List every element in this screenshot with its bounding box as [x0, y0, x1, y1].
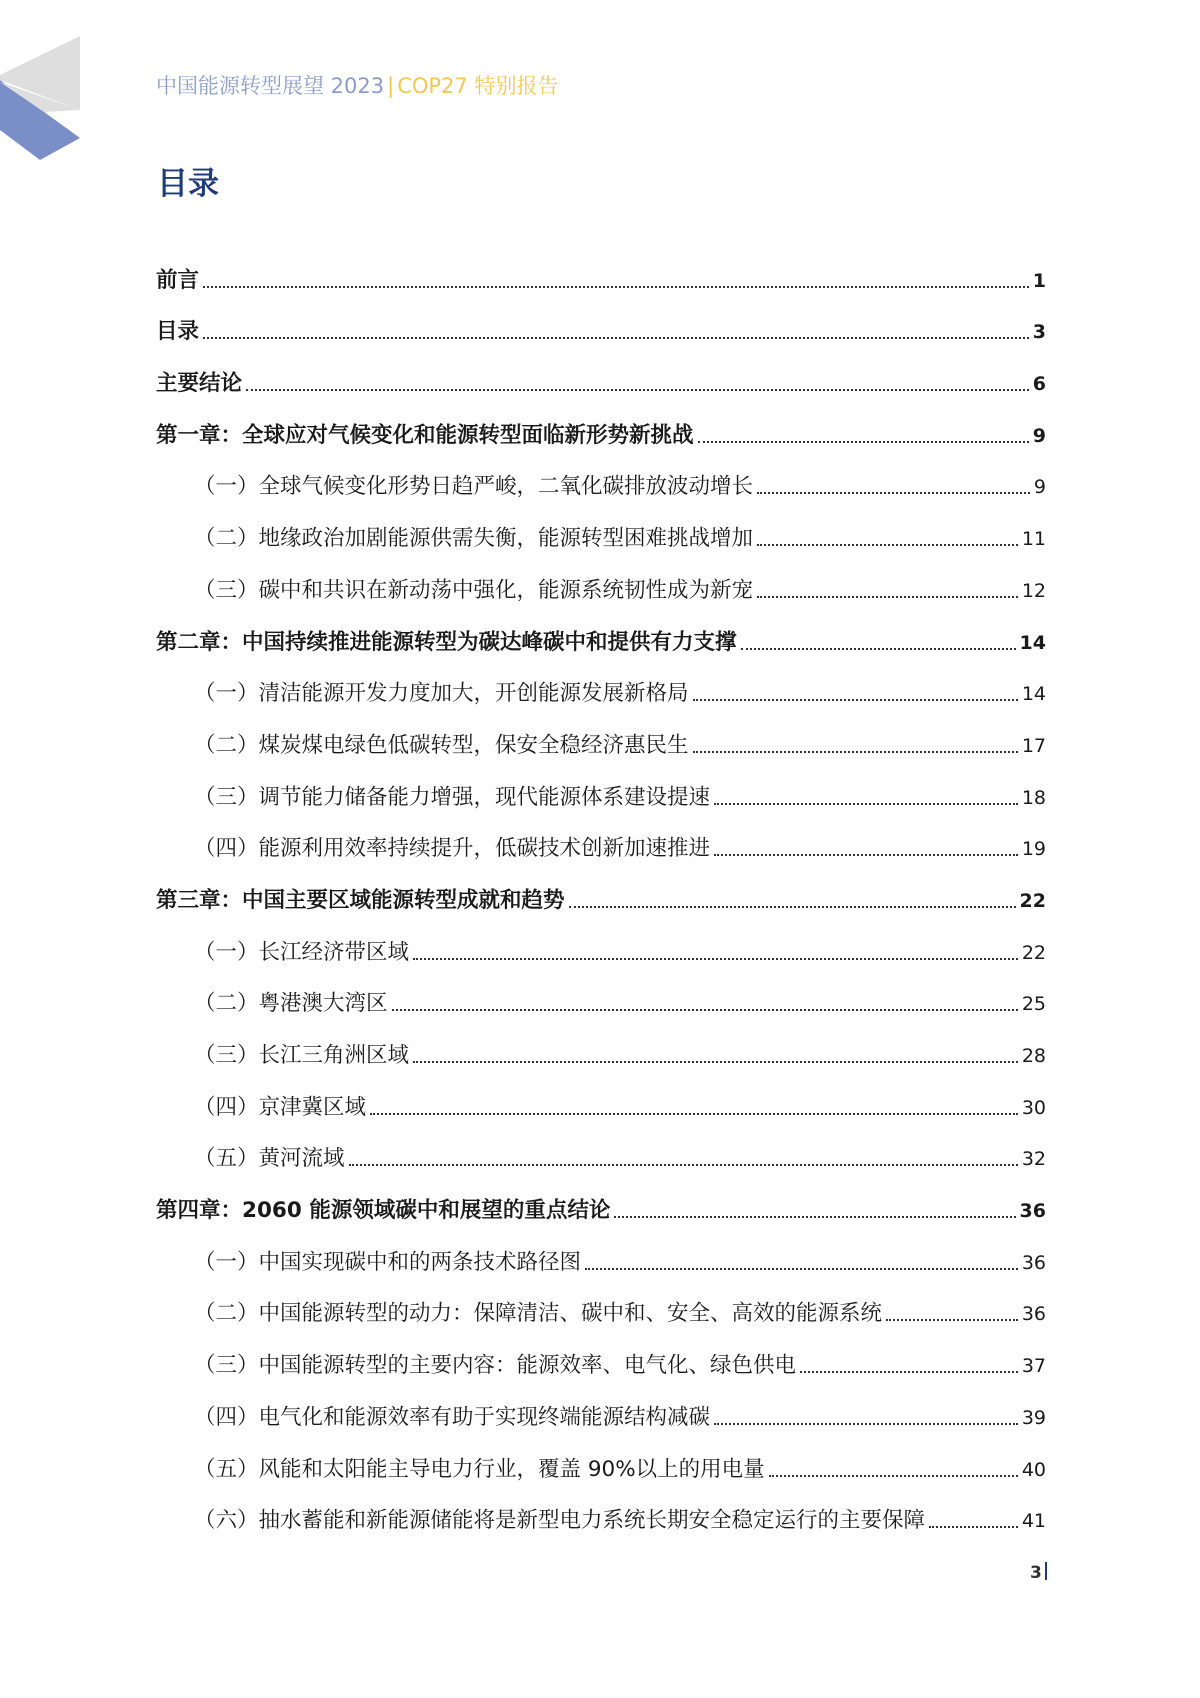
toc-chapter-entry[interactable] [156, 296, 1046, 348]
dot-leader [246, 389, 1029, 391]
toc-entry-page[interactable]: 6 [1032, 373, 1046, 396]
toc-entry-page[interactable]: 22 [1021, 941, 1046, 964]
dot-leader [741, 648, 1016, 650]
toc-entry-page[interactable]: 28 [1021, 1045, 1046, 1067]
page-number-text: 3 [1030, 1563, 1042, 1583]
toc-entry-page[interactable]: 9 [1033, 476, 1046, 499]
toc-entry-title[interactable]: （一）全球气候变化形势日趋严峻，二氧化碳排放波动增长 [194, 474, 754, 500]
toc-chapter-entry[interactable] [156, 606, 1046, 658]
toc-entry-page[interactable]: 17 [1021, 734, 1046, 757]
toc-section-entry[interactable] [156, 502, 1046, 554]
dot-leader [698, 441, 1029, 443]
toc-entry-page[interactable]: 11 [1021, 528, 1046, 551]
dot-leader [757, 492, 1030, 494]
toc-entry-title[interactable]: （三）长江三角洲区域 [194, 1043, 410, 1068]
toc-section-entry[interactable] [156, 1019, 1046, 1071]
dot-leader [614, 1216, 1015, 1218]
report-subtitle: COP27 特别报告 [397, 74, 559, 98]
dot-leader [929, 1526, 1018, 1528]
page-number-bar [1045, 1562, 1047, 1580]
page-number [1030, 1562, 1047, 1583]
toc-entry-page[interactable]: 36 [1021, 1251, 1046, 1274]
toc-entry-title[interactable]: （五）风能和太阳能主导电力行业，覆盖 90%以上的用电量 [194, 1456, 765, 1482]
toc-entry-page[interactable]: 22 [1019, 889, 1046, 912]
toc-section-entry[interactable] [156, 1485, 1046, 1537]
toc-entry-title[interactable]: （四）能源利用效率持续提升，低碳技术创新加速推进 [194, 836, 711, 862]
dot-leader [349, 1164, 1018, 1166]
toc-section-entry[interactable] [156, 554, 1046, 606]
toc-section-entry[interactable] [156, 1123, 1046, 1175]
dot-leader [757, 596, 1018, 598]
toc-entry-title[interactable]: （二）中国能源转型的动力：保障清洁、碳中和、安全、高效的能源系统 [194, 1301, 883, 1327]
toc-entry-page[interactable]: 36 [1019, 1200, 1046, 1223]
toc-entry-title[interactable]: （三）碳中和共识在新动荡中强化，能源系统韧性成为新宠 [194, 577, 754, 603]
toc-section-entry[interactable] [156, 658, 1046, 710]
header-separator: | [387, 74, 395, 98]
toc-entry-title[interactable]: 前言 [156, 267, 200, 293]
toc-entry-title[interactable]: （一）清洁能源开发力度加大，开创能源发展新格局 [194, 681, 689, 707]
toc-section-entry[interactable] [156, 761, 1046, 813]
toc-entry-page[interactable]: 40 [1021, 1458, 1046, 1481]
dot-leader [203, 337, 1029, 339]
toc-section-entry[interactable] [156, 1433, 1046, 1485]
dot-leader [370, 1113, 1018, 1115]
toc-entry-title[interactable]: 第二章：中国持续推进能源转型为碳达峰碳中和提供有力支撑 [156, 629, 737, 655]
toc-entry-page[interactable]: 37 [1021, 1355, 1046, 1378]
toc-entry-title[interactable]: 第四章：2060 能源领域碳中和展望的重点结论 [156, 1198, 611, 1224]
toc-entry-page[interactable]: 39 [1021, 1406, 1046, 1429]
dot-leader [714, 1423, 1018, 1425]
toc-chapter-entry[interactable] [156, 244, 1046, 296]
dot-leader [800, 1371, 1018, 1373]
running-header [156, 70, 558, 100]
toc-section-entry[interactable] [156, 1278, 1046, 1330]
toc-section-entry[interactable] [156, 1071, 1046, 1123]
toc-entry-title[interactable]: （三）中国能源转型的主要内容：能源效率、电气化、绿色供电 [194, 1353, 797, 1379]
toc-entry-title[interactable]: （二）煤炭煤电绿色低碳转型，保安全稳经济惠民生 [194, 732, 689, 758]
table-of-contents [156, 244, 1046, 1536]
dot-leader [203, 286, 1029, 288]
toc-entry-page[interactable]: 25 [1021, 993, 1046, 1016]
page-title: 目录 [157, 166, 219, 202]
toc-entry-title[interactable]: 目录 [156, 319, 200, 345]
dot-leader [392, 1009, 1018, 1011]
toc-section-entry[interactable] [156, 1381, 1046, 1433]
dot-leader [413, 958, 1018, 960]
toc-entry-page[interactable]: 14 [1019, 631, 1046, 654]
toc-entry-title[interactable]: （三）调节能力储备能力增强，现代能源体系建设提速 [194, 784, 711, 810]
dot-leader [769, 1475, 1018, 1477]
dot-leader [757, 544, 1018, 546]
toc-section-entry[interactable] [156, 813, 1046, 865]
toc-entry-page[interactable]: 30 [1021, 1096, 1046, 1119]
toc-chapter-entry[interactable] [156, 347, 1046, 399]
dot-leader [693, 699, 1018, 701]
dot-leader [693, 751, 1018, 753]
toc-entry-title[interactable]: （二）粤港澳大湾区 [194, 991, 388, 1017]
report-logo-icon [0, 30, 90, 170]
toc-section-entry[interactable] [156, 916, 1046, 968]
toc-entry-title[interactable]: （四）京津冀区域 [194, 1094, 367, 1120]
toc-entry-page[interactable]: 19 [1021, 838, 1046, 861]
toc-section-entry[interactable] [156, 968, 1046, 1020]
dot-leader [569, 906, 1016, 908]
toc-entry-title[interactable]: 主要结论 [156, 371, 243, 397]
toc-section-entry[interactable] [156, 1226, 1046, 1278]
toc-entry-title[interactable]: 第一章：全球应对气候变化和能源转型面临新形势新挑战 [156, 422, 694, 448]
toc-entry-title[interactable]: （一）长江经济带区域 [194, 939, 410, 965]
toc-section-entry[interactable] [156, 709, 1046, 761]
toc-chapter-entry[interactable] [156, 399, 1046, 451]
toc-entry-title[interactable]: （四）电气化和能源效率有助于实现终端能源结构减碳 [194, 1404, 711, 1430]
toc-entry-page[interactable]: 36 [1021, 1303, 1046, 1326]
toc-entry-page[interactable]: 32 [1021, 1148, 1046, 1171]
toc-entry-title[interactable]: 第三章：中国主要区域能源转型成就和趋势 [156, 887, 565, 913]
toc-section-entry[interactable] [156, 1329, 1046, 1381]
toc-entry-title[interactable]: （一）中国实现碳中和的两条技术路径图 [194, 1249, 582, 1275]
dot-leader [585, 1268, 1018, 1270]
dot-leader [886, 1319, 1018, 1321]
dot-leader [714, 803, 1018, 805]
dot-leader [413, 1061, 1018, 1063]
toc-entry-page[interactable]: 18 [1021, 786, 1046, 809]
toc-entry-page[interactable]: 9 [1032, 424, 1046, 447]
dot-leader [714, 854, 1018, 856]
toc-chapter-entry[interactable] [156, 1174, 1046, 1226]
toc-entry-title[interactable]: （五）黄河流域 [194, 1146, 345, 1172]
toc-entry-page[interactable]: 3 [1032, 321, 1046, 344]
toc-entry-page[interactable]: 12 [1021, 579, 1046, 602]
toc-chapter-entry[interactable] [156, 864, 1046, 916]
toc-entry-page[interactable]: 1 [1032, 269, 1046, 292]
report-title: 中国能源转型展望 2023 [156, 74, 385, 98]
toc-entry-title[interactable]: （六）抽水蓄能和新能源储能将是新型电力系统长期安全稳定运行的主要保障 [194, 1508, 926, 1534]
toc-section-entry[interactable] [156, 451, 1046, 503]
toc-entry-page[interactable]: 41 [1021, 1510, 1046, 1533]
toc-entry-page[interactable]: 14 [1021, 683, 1046, 706]
toc-entry-title[interactable]: （二）地缘政治加剧能源供需失衡，能源转型困难挑战增加 [194, 526, 754, 552]
